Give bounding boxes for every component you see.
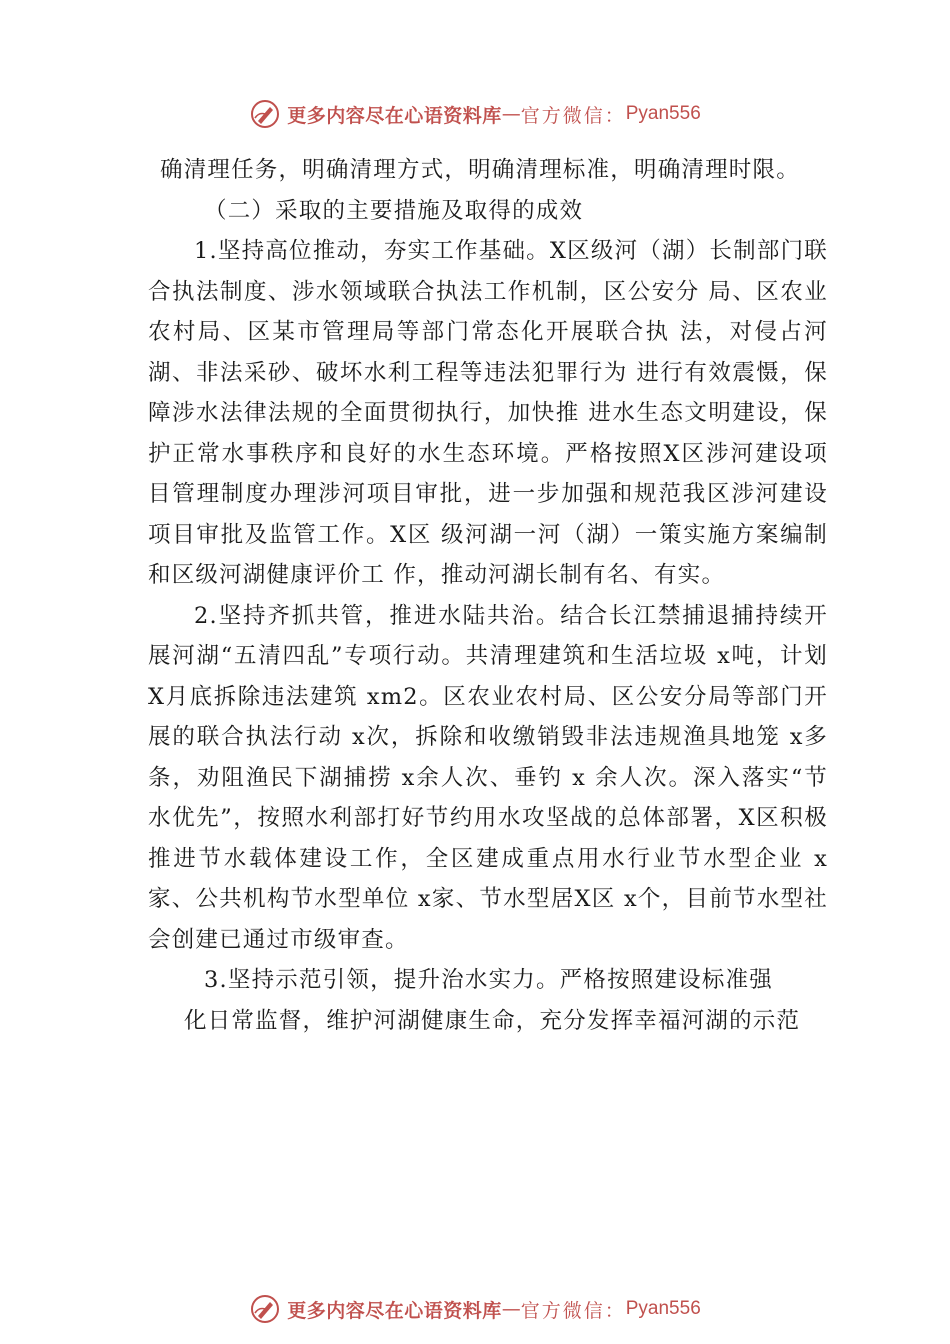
pen-logo-icon [249,98,281,130]
paragraph-3-head: 3.坚持示范引领，提升治水实力。严格按照建设标准强 [204,967,773,993]
banner-wechat-id: Pyan556 [625,1298,701,1319]
banner-separator: — [501,1298,521,1320]
banner-separator: — [501,103,521,125]
paragraph-3 [148,960,828,1041]
footer-banner [0,1289,950,1329]
banner-brand-text: 更多内容尽在心语资料库 [287,1299,502,1322]
paragraph-2: 2.坚持齐抓共管，推进水陆共治。结合长江禁捕退捕持续开展河湖“五清四乱”专项行动。共清理建筑和生活垃圾 x吨，计划 X月底拆除违法建筑 xm2。区农业农村局、区公安分局等部门开展的联合执法行动 x次，拆除和收缴销毁非法违规渔具地笼 x多条，劝阻渔民下湖捕捞 x余人次、垂钓 x 余人次。深入落实“节水优先”，按照水利部打好节约用水攻坚战的总体部署，X区积极推进节水载体建设工作，全区建成重点用水行业节水型企业 x家、公共机构节水型单位 x家、节水型居X区 x个，目前节水型社会创建已通过市级审查。 [148,602,828,953]
section-heading: （二）采取的主要措施及取得的成效 [204,197,584,224]
banner-wechat-label: 官方微信： [520,1299,626,1322]
paragraph-3-tail: 化日常监督，维护河湖健康生命，充分发挥幸福河湖的示范 [184,1007,801,1034]
banner-wechat-id: Pyan556 [625,103,701,124]
paragraph-1: 1.坚持高位推动，夯实工作基础。X区级河（湖）长制部门联合执法制度、涉水领域联合执法工作机制，区公安分 局、区农业农村局、区某市管理局等部门常态化开展联合执 法，对侵占河湖、非法采砂、破坏水利工程等违法犯罪行为 进行有效震慑，保障涉水法律法规的全面贯彻执行，加快推 进水生态文明建设，保护正常水事秩序和良好的水生态环境。严格按照X区涉河建设项目管理制度办理涉河项目审批，进一步加强和规范我区涉河建设项目审批及监管工作。X区 级河湖一河（湖）一策实施方案编制和区级河湖健康评价工 作，推动河湖长制有名、有实。 [148,238,828,588]
header-banner [0,94,950,134]
banner-brand-text: 更多内容尽在心语资料库 [287,104,502,127]
document-body [148,150,828,1041]
pen-logo-icon [249,1293,281,1325]
continued-line: 确清理任务，明确清理方式，明确清理标准，明确清理时限。 [160,157,800,183]
banner-wechat-label: 官方微信： [520,104,626,127]
